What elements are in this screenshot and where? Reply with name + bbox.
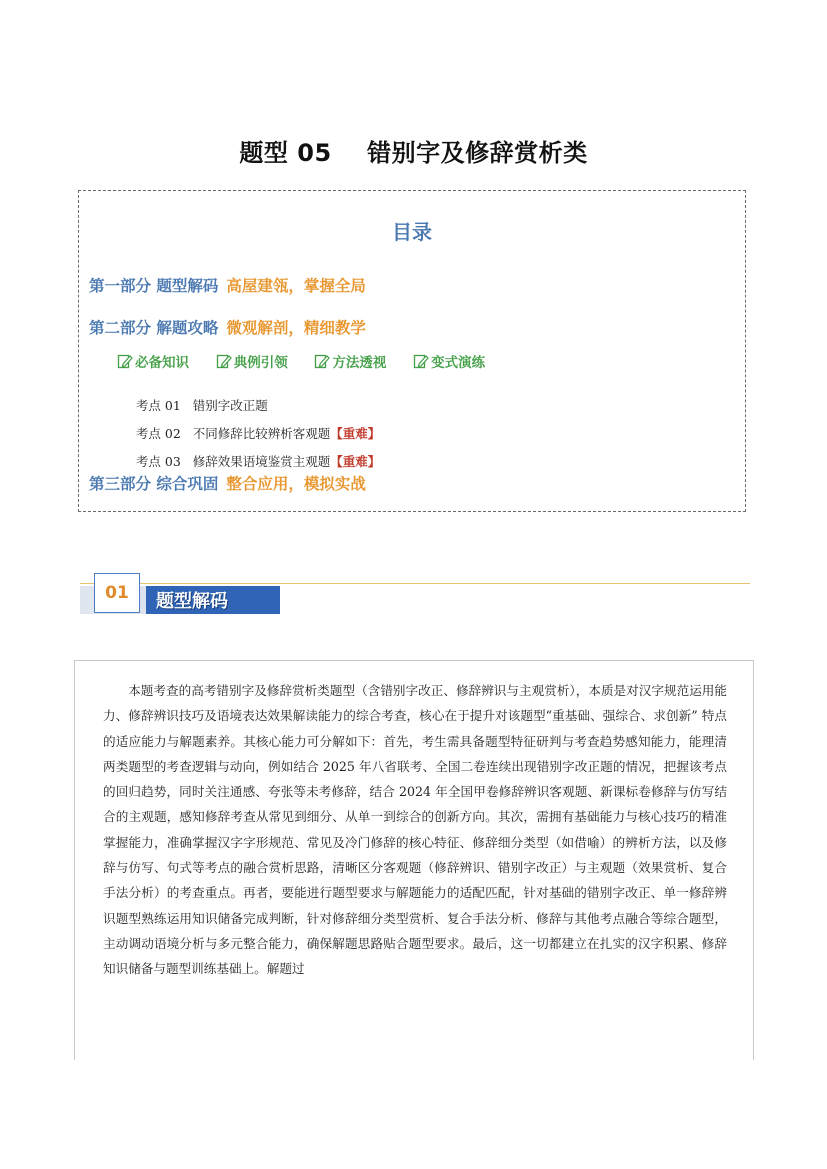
table-of-contents	[78, 190, 746, 512]
toc-heading: 目录	[392, 220, 432, 244]
section-number: 01	[94, 573, 140, 613]
toc-part-name: 第三部分 综合巩固	[89, 475, 219, 493]
toc-tool-1[interactable]	[117, 351, 189, 371]
edit-doc-icon	[216, 353, 232, 369]
toc-tool-label: 变式演练	[431, 355, 486, 371]
toc-part-subtitle: 微观解剖，精细教学	[226, 319, 366, 337]
toc-tool-label: 典例引领	[233, 355, 288, 371]
section-divider	[80, 583, 750, 584]
toc-tool-2[interactable]	[216, 351, 288, 371]
section-title: 题型解码	[146, 586, 280, 614]
toc-part-1[interactable]	[89, 274, 366, 296]
difficulty-tag: 【重难】	[330, 454, 381, 469]
page-title: 题型 05 错别字及修辞赏析类	[239, 139, 588, 167]
content-box	[74, 660, 754, 1060]
edit-doc-icon	[314, 353, 330, 369]
kaodian-label: 考点 01 错别字改正题	[135, 398, 268, 413]
difficulty-tag: 【重难】	[330, 426, 381, 441]
toc-part-subtitle: 整合应用，模拟实战	[226, 475, 366, 493]
toc-part-subtitle: 高屋建瓴，掌握全局	[226, 277, 366, 295]
kaodian-label: 考点 02 不同修辞比较辨析客观题	[135, 426, 331, 441]
kaodian-label: 考点 03 修辞效果语境鉴赏主观题	[135, 454, 331, 469]
edit-doc-icon	[413, 353, 429, 369]
content-paragraph: 本题考查的高考错别字及修辞赏析类题型（含错别字改正、修辞辨识与主观赏析），本质是对汉字规范运用能力、修辞辨识技巧及语境表达效果解读能力的综合考查，核心在于提升对该题型“重基础、强综合、求创新” 特点的适应能力与解题素养。其核心能力可分解如下：首先，考生需具备题型特征研判与考查趋势感知能力，能理清两类题型的考查逻辑与动向，例如结合 2025 年八省联考、全国二卷连续出现错别字改正题的情况，把握该考点的回归趋势，同时关注通感、夸张等未考修辞，结合 2024 年全国甲卷修辞辨识客观题、新课标卷修辞与仿写结合的主观题，感知修辞考查从常见到细分、从单一到综合的创新方向。其次，需拥有基础能力与核心技巧的精准掌握能力，准确掌握汉字字形规范、常见及冷门修辞的核心特征、修辞细分类型（如借喻）的辨析方法，以及修辞与仿写、句式等考点的融合赏析思路，清晰区分客观题（修辞辨识、错别字改正）与主观题（效果赏析、复合手法分析）的考查重点。再者，要能进行题型要求与解题能力的适配匹配，针对基础的错别字改正、单一修辞辨识题型熟练运用知识储备完成判断，针对修辞细分类型赏析、复合手法分析、修辞与其他考点融合等综合题型，主动调动语境分析与多元整合能力，确保解题思路贴合题型要求。最后，这一切都建立在扎实的汉字积累、修辞知识储备与题型训练基础上。解题过	[103, 683, 727, 977]
toc-tool-label: 必备知识	[135, 355, 189, 371]
toc-tool-3[interactable]	[314, 351, 386, 371]
toc-part-name: 第二部分 解题攻略	[89, 319, 219, 337]
toc-tool-label: 方法透视	[332, 355, 387, 371]
toc-tools-row	[117, 351, 507, 373]
toc-tool-4[interactable]	[413, 351, 485, 371]
toc-part-name: 第一部分 题型解码	[89, 277, 219, 295]
edit-doc-icon	[117, 353, 133, 369]
toc-part-2[interactable]	[89, 316, 366, 338]
toc-part-3[interactable]	[89, 472, 366, 494]
